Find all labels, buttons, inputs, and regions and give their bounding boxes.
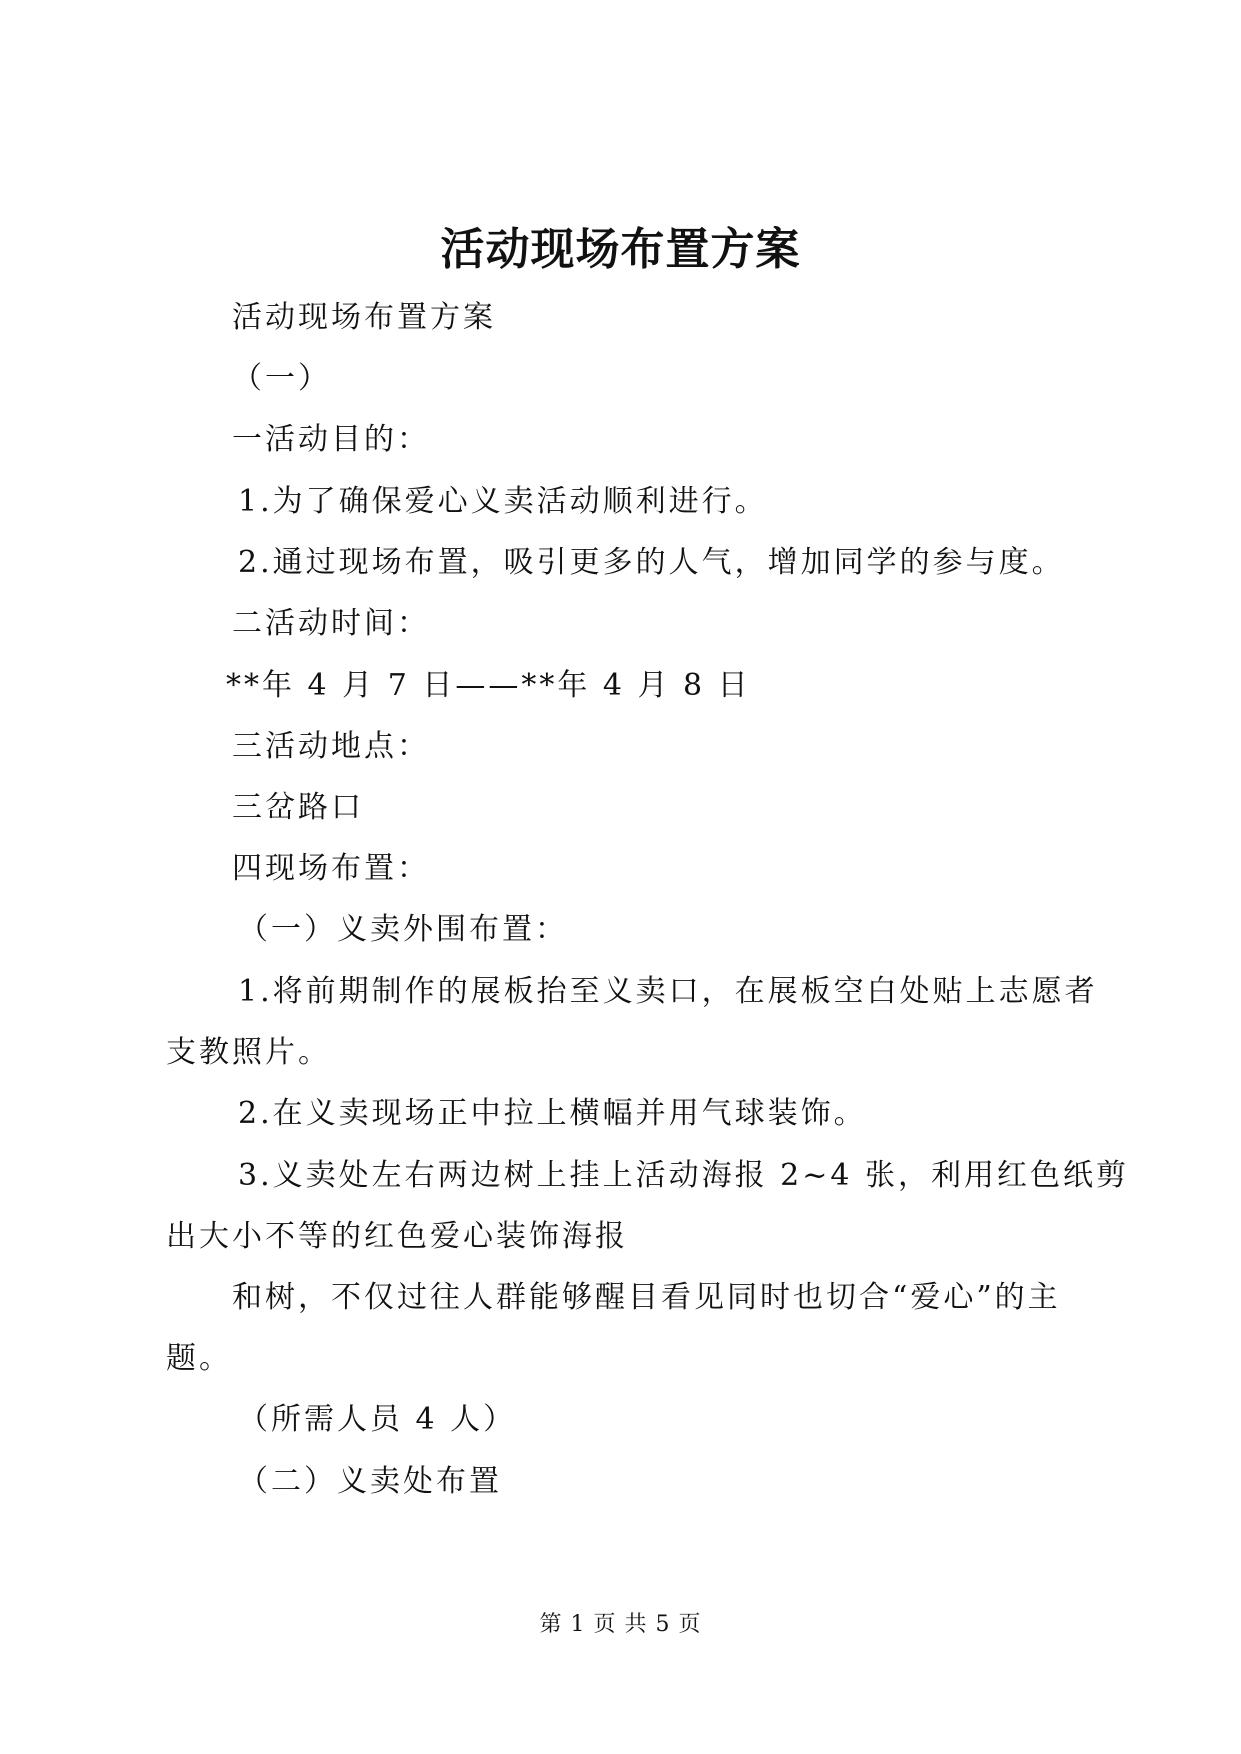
paragraph-staff-needed: （所需人员 4 人） <box>238 1402 517 1437</box>
document-title: 活动现场布置方案 <box>440 224 801 275</box>
paragraph-outer-1-line2: 支教照片。 <box>166 1035 331 1070</box>
page-number: 第 1 页 共 5 页 <box>539 1612 702 1637</box>
paragraph-subtitle: 活动现场布置方案 <box>232 300 496 335</box>
paragraph-outer-2: 2.在义卖现场正中拉上横幅并用气球装饰。 <box>238 1096 867 1131</box>
paragraph-purpose-1: 1.为了确保爱心义卖活动顺利进行。 <box>238 484 768 519</box>
heading-site-layout: 四现场布置： <box>232 851 430 886</box>
paragraph-outer-3-line1: 3.义卖处左右两边树上挂上活动海报 2~4 张，利用红色纸剪 <box>238 1158 1130 1193</box>
paragraph-purpose-2: 2.通过现场布置，吸引更多的人气，增加同学的参与度。 <box>238 545 1065 580</box>
paragraph-outer-1-line1: 1.将前期制作的展板抬至义卖口，在展板空白处贴上志愿者 <box>238 974 1098 1009</box>
heading-outer-layout: （一）义卖外围布置： <box>238 912 568 947</box>
heading-activity-location: 三活动地点： <box>232 729 430 764</box>
paragraph-activity-dates: **年 4 月 7 日——**年 4 月 8 日 <box>226 668 751 703</box>
paragraph-outer-3-line3: 和树，不仅过往人群能够醒目看见同时也切合“爱心”的主 <box>232 1280 1061 1315</box>
paragraph-location: 三岔路口 <box>232 790 364 825</box>
heading-activity-purpose: 一活动目的： <box>232 422 430 457</box>
paragraph-outer-3-line2: 出大小不等的红色爱心装饰海报 <box>166 1219 628 1254</box>
paragraph-outer-3-line4: 题。 <box>166 1341 232 1376</box>
heading-sale-point-layout: （二）义卖处布置 <box>238 1464 502 1499</box>
paragraph-section-marker: （一） <box>232 361 331 396</box>
heading-activity-time: 二活动时间： <box>232 606 430 641</box>
